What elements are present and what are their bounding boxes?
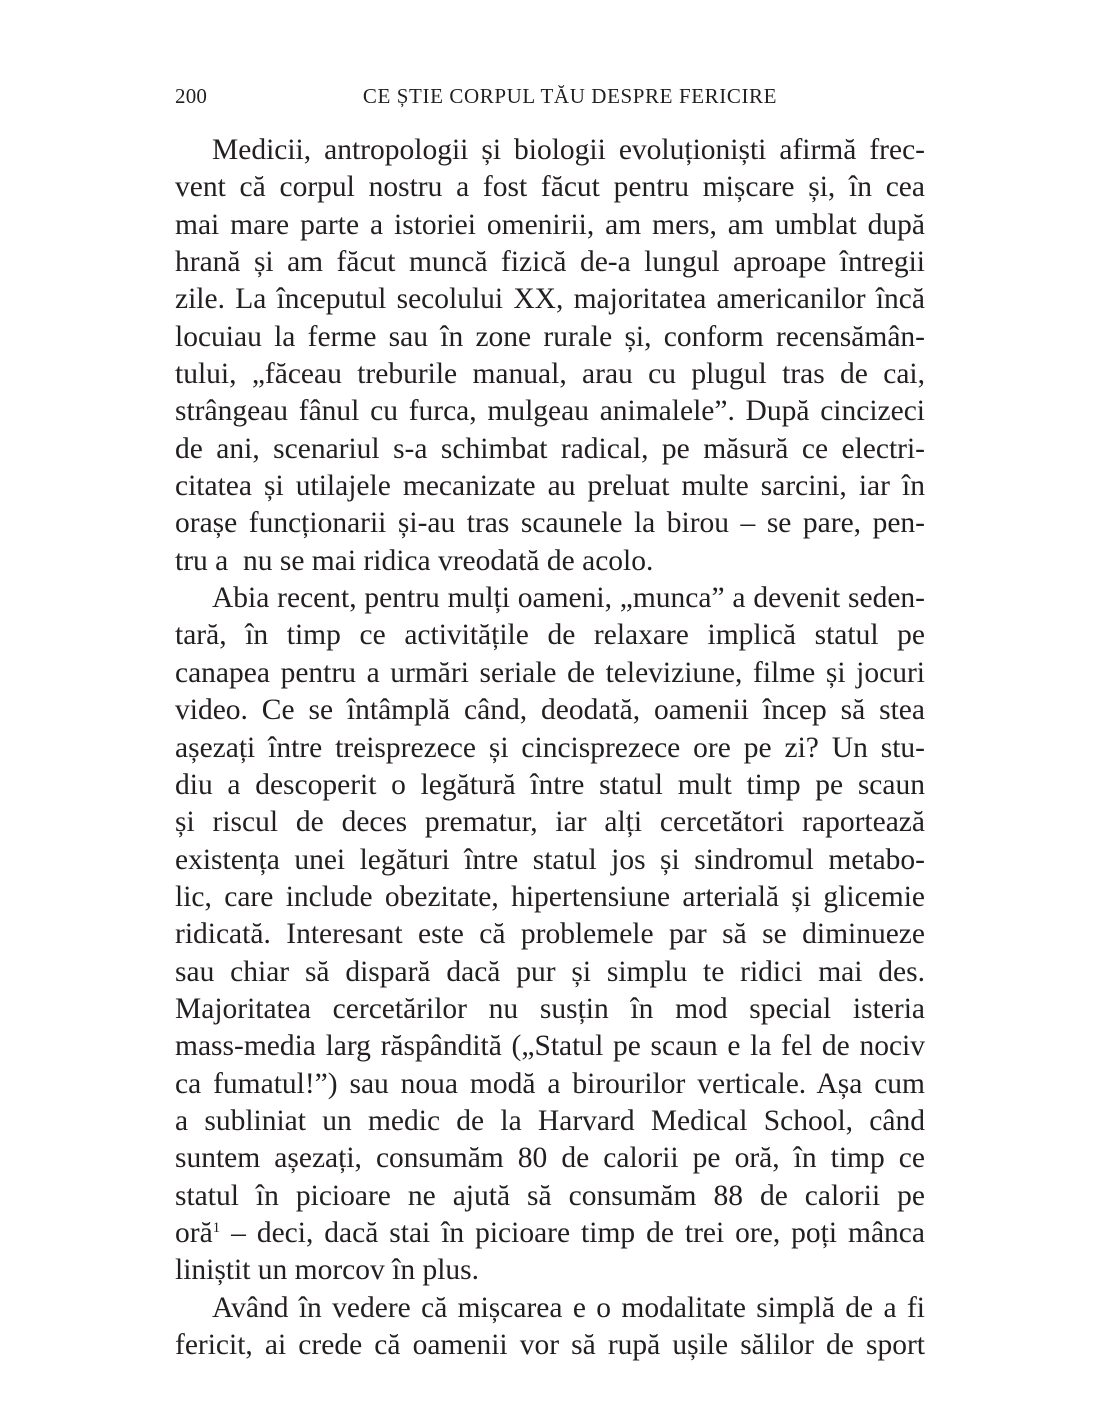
text-line: hrană și am făcut muncă fizică de-a lungul aproape întregii: [175, 246, 925, 279]
text-line: tară, în timp ce activitățile de relaxare implică statul pe: [175, 619, 925, 652]
footnote-reference[interactable]: 1: [212, 1219, 221, 1236]
text-line: statul în picioare ne ajută să consumăm 88 de calorii pe: [175, 1179, 925, 1212]
text-line: Abia recent, pentru mulți oameni, „munca” a devenit seden-: [212, 582, 925, 615]
paragraph-1: [175, 132, 925, 580]
text-line: liniștit un morcov în plus.: [175, 1254, 480, 1287]
text-line: a subliniat un medic de la Harvard Medical School, când: [175, 1104, 925, 1137]
text-line: strângeau fânul cu furca, mulgeau animalele”. După cincizeci: [175, 395, 925, 428]
text-line: ca fumatul!”) sau noua modă a birourilor verticale. Așa cum: [175, 1067, 925, 1100]
text-line: canapea pentru a urmări seriale de televiziune, filme și jocuri: [175, 656, 925, 689]
running-header: [175, 84, 925, 114]
text-line: și riscul de deces prematur, iar alți cercetători raportează: [175, 806, 925, 839]
text-line: de ani, scenariul s-a schimbat radical, pe măsură ce electri-: [175, 432, 925, 465]
text-line: așezați între treisprezece și cincisprezece ore pe zi? Un stu-: [175, 731, 925, 764]
footnote-text-line: [175, 1215, 925, 1252]
text-line: ridicată. Interesant este că problemele par să se diminueze: [175, 918, 925, 951]
text-line: Majoritatea cercetărilor nu susțin în mod special isteria: [175, 992, 925, 1025]
running-title: CE ȘTIE CORPUL TĂU DESPRE FERICIRE: [362, 84, 778, 108]
text-line: Având în vedere că mișcarea e o modalitate simplă de a fi: [212, 1291, 925, 1324]
text-line: mass-media larg răspândită („Statul pe scaun e la fel de nociv: [175, 1030, 925, 1063]
text-line: mai mare parte a istoriei omenirii, am mers, am umblat după: [175, 208, 925, 241]
text-line: vent că corpul nostru a fost făcut pentru mișcare și, în cea: [175, 171, 925, 204]
text-line: tului, „făceau treburile manual, arau cu plugul tras de cai,: [175, 358, 925, 391]
text-line: sau chiar să dispară dacă pur și simplu te ridici mai des.: [175, 955, 925, 988]
body-text: [175, 132, 925, 1364]
text-line: citatea și utilajele mecanizate au preluat multe sarcini, iar în: [175, 470, 925, 503]
text-line: locuiau la ferme sau în zone rurale și, conform recensămân-: [175, 320, 925, 353]
text-line: existența unei legături între statul jos și sindromul metabo-: [175, 843, 925, 876]
page-number: 200: [175, 84, 208, 108]
text-line: tru a nu se mai ridica vreodată de acolo.: [175, 544, 654, 577]
paragraph-3: [175, 1290, 925, 1365]
text-line: diu a descoperit o legătură între statul mult timp pe scaun: [175, 768, 925, 801]
paragraph-2: [175, 580, 925, 1290]
text-line: zile. La începutul secolului XX, majoritatea americanilor încă: [175, 283, 925, 316]
text-line: Medicii, antropologii și biologii evoluționiști afirmă frec-: [212, 134, 925, 166]
text-line: fericit, ai crede că oamenii vor să rupă ușile sălilor de sport: [175, 1329, 925, 1361]
text-line: video. Ce se întâmplă când, deodată, oamenii încep să stea: [175, 694, 925, 727]
text-line: lic, care include obezitate, hipertensiune arterială și glicemie: [175, 880, 925, 913]
text-fragment: – deci, dacă stai în picioare timp de trei ore, poți mânca: [220, 1216, 925, 1249]
text-fragment: oră: [175, 1216, 213, 1249]
text-line: orașe funcționarii și-au tras scaunele la birou – se pare, pen-: [175, 507, 925, 540]
text-line: suntem așezați, consumăm 80 de calorii pe oră, în timp ce: [175, 1142, 925, 1175]
